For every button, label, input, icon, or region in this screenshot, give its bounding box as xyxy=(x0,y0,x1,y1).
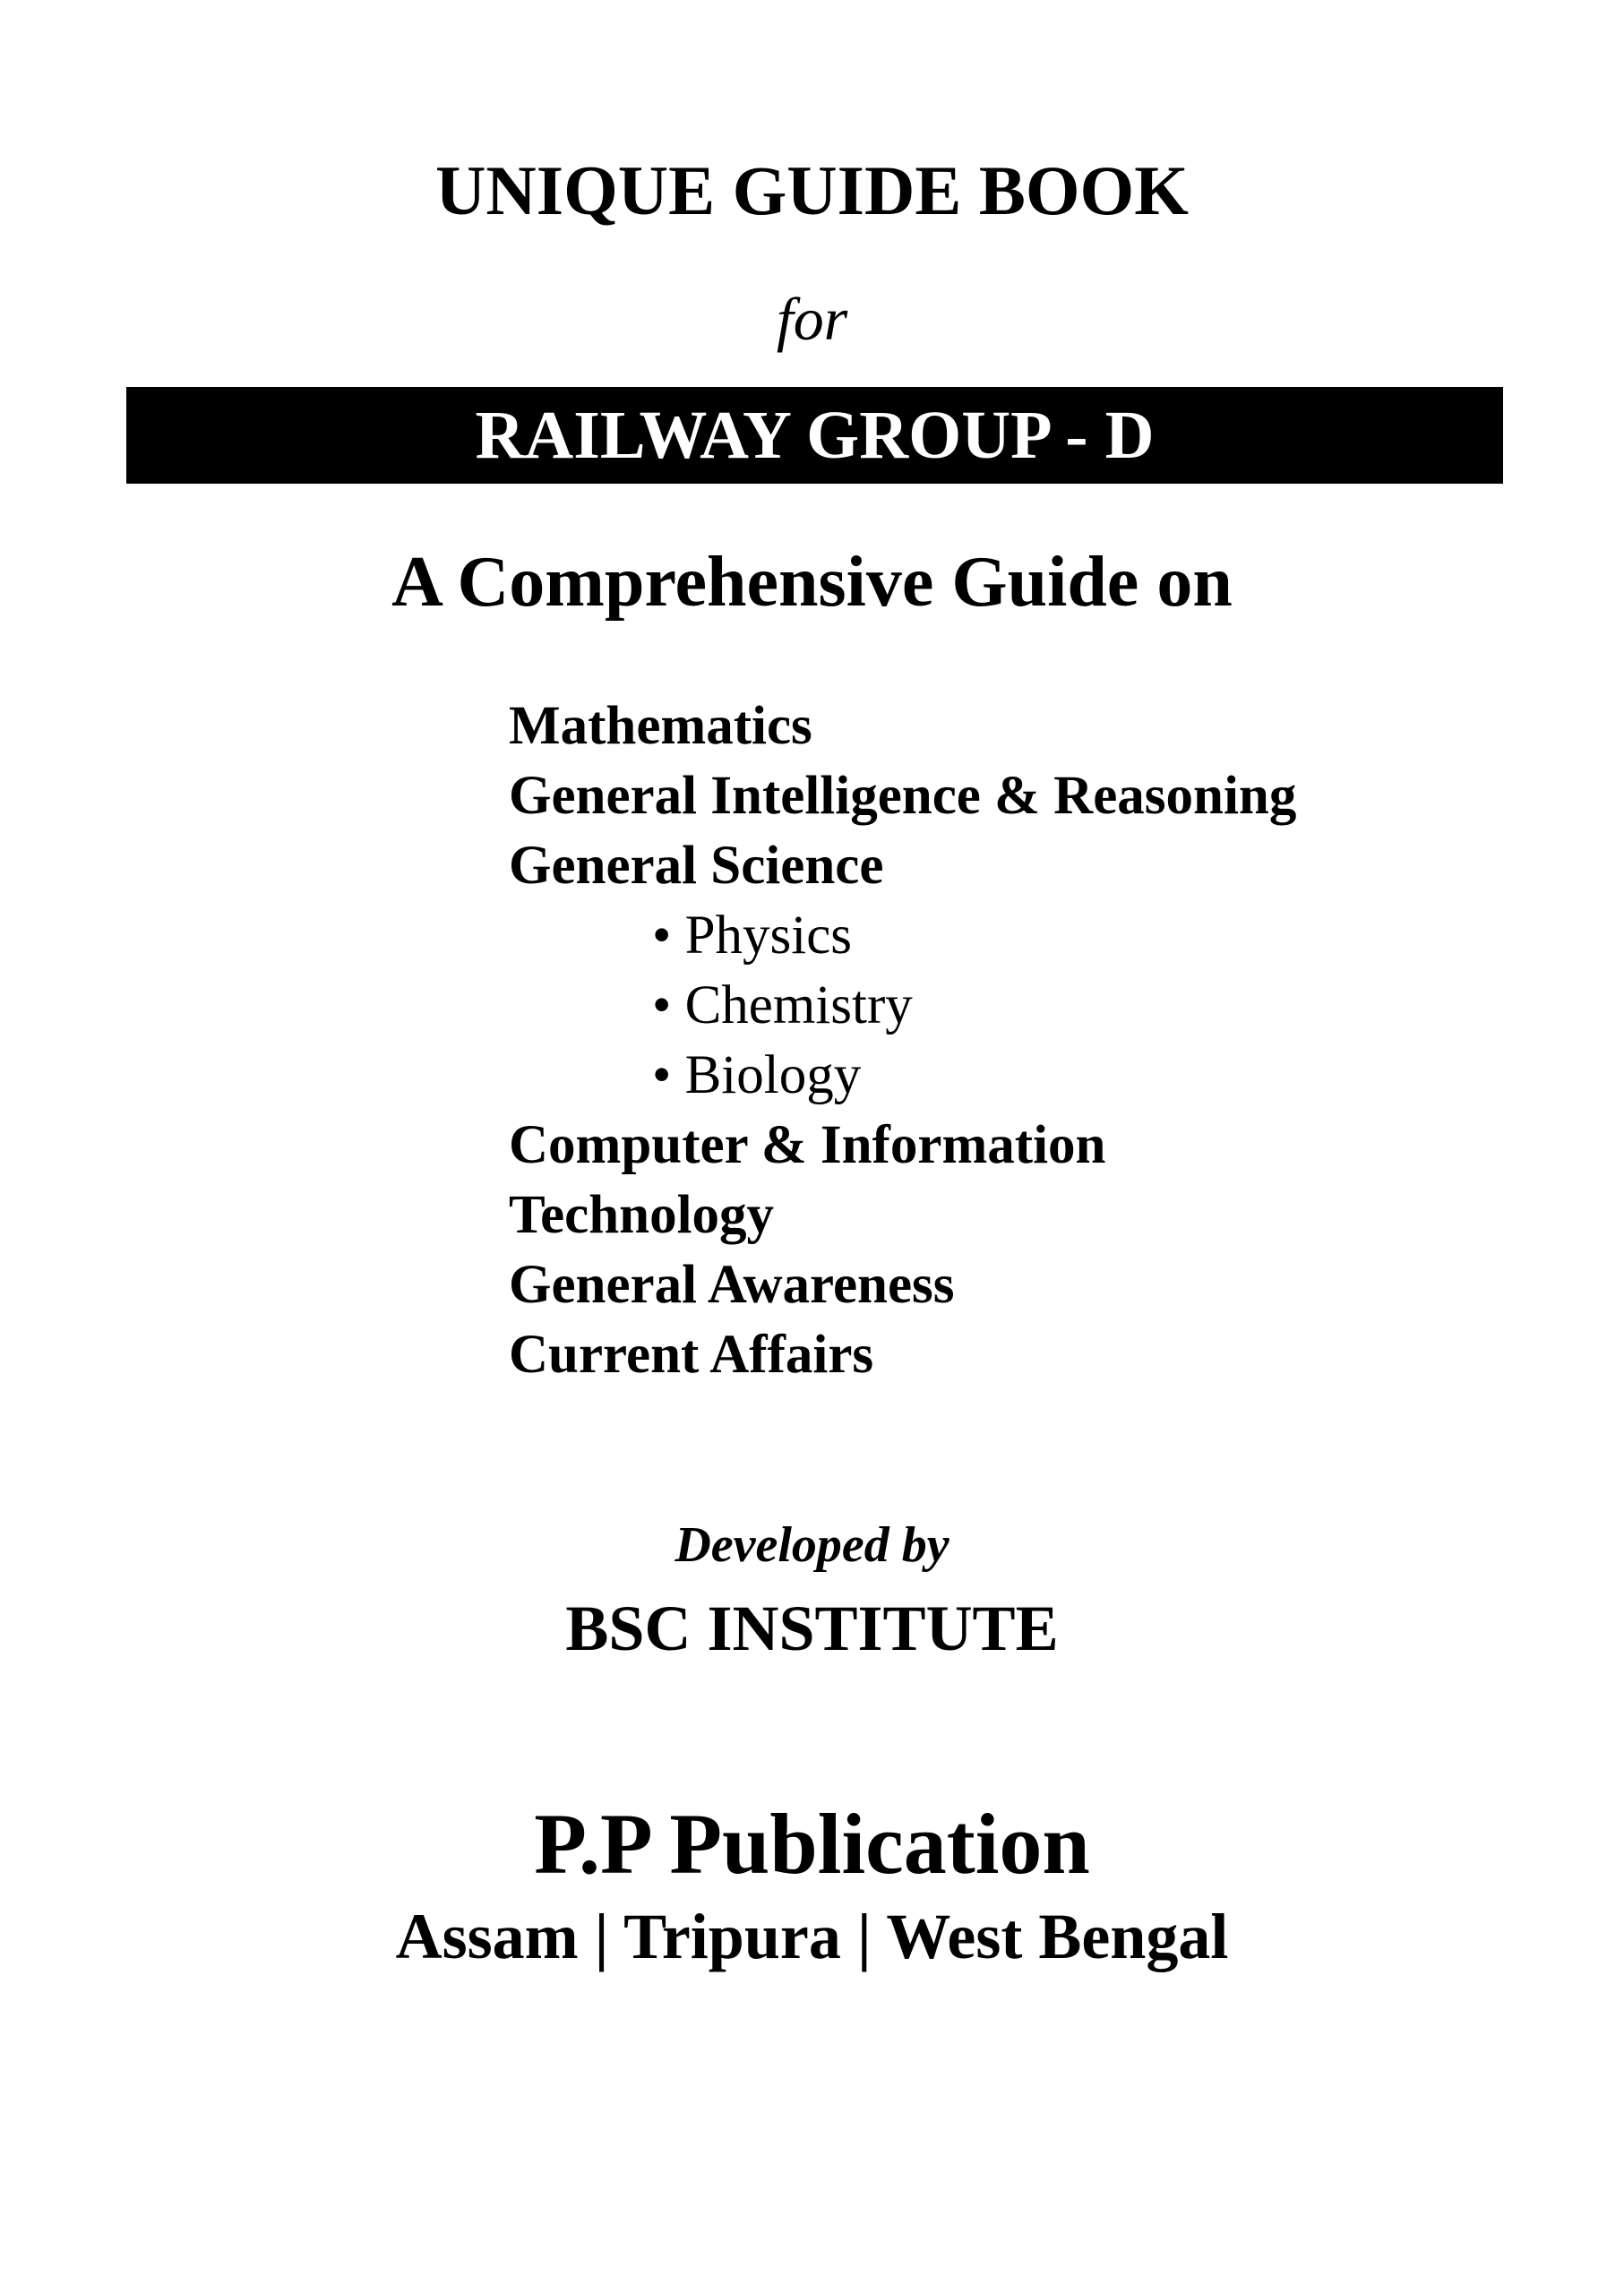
subject-item: General Intelligence & Reasoning xyxy=(509,766,1297,826)
subject-item: General Science xyxy=(509,836,884,896)
subject-subitem: • Biology xyxy=(652,1045,862,1105)
publisher-name: P.P Publication xyxy=(534,1796,1090,1892)
subject-item: General Awareness xyxy=(509,1255,955,1315)
subject-list xyxy=(509,691,1296,1390)
exam-banner: RAILWAY GROUP - D xyxy=(126,387,1503,484)
subtitle: A Comprehensive Guide on xyxy=(391,543,1233,622)
subject-item: Technology xyxy=(509,1185,775,1245)
book-title: UNIQUE GUIDE BOOK xyxy=(435,151,1189,229)
developed-by-label: Developed by xyxy=(675,1517,949,1573)
subject-item: Computer & Information xyxy=(509,1115,1106,1175)
publisher-regions: Assam | Tripura | West Bengal xyxy=(395,1901,1229,1972)
for-text: for xyxy=(776,285,848,353)
subject-subitem: • Physics xyxy=(652,906,853,966)
subject-item: Current Affairs xyxy=(509,1325,874,1385)
subject-subitem: • Chemistry xyxy=(652,975,913,1035)
institute-name: BSC INSTITUTE xyxy=(565,1593,1059,1664)
subject-item: Mathematics xyxy=(509,696,812,756)
